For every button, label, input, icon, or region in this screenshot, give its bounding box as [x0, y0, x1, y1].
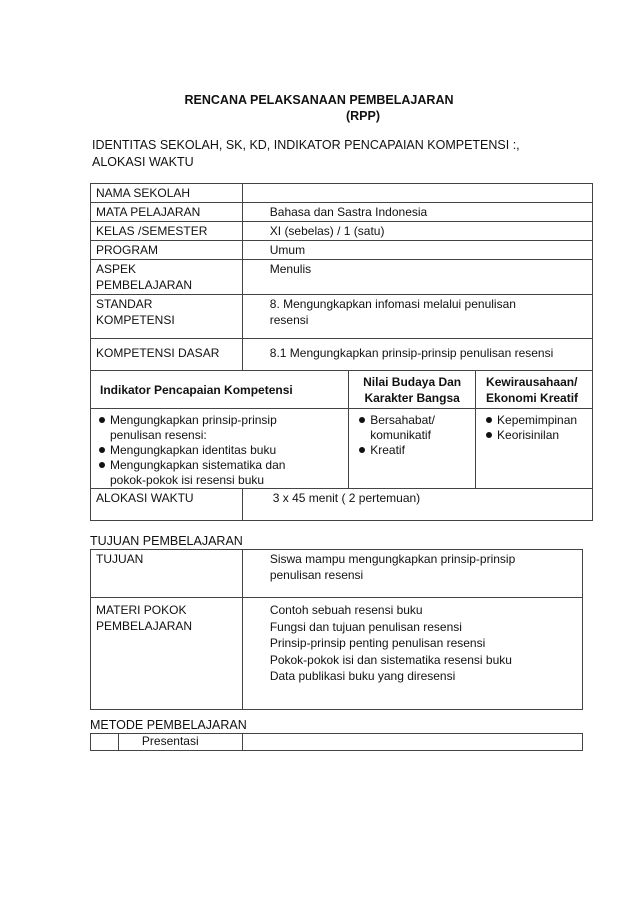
metode-number-cell: [91, 734, 119, 751]
header-indikator: Indikator Pencapaian Kompetensi: [91, 371, 349, 409]
header-kewira-line1: Kewirausahaan/: [486, 375, 578, 389]
indikator-list: [97, 413, 344, 488]
value-mata-pelajaran: Bahasa dan Sastra Indonesia: [242, 203, 592, 222]
bullet-icon: [359, 447, 365, 453]
label-aspek: [91, 260, 243, 295]
list-item: Bersahabat/ komunikatif: [357, 413, 471, 443]
label-sk-line1: STANDAR: [96, 297, 153, 311]
label-nama-sekolah: NAMA SEKOLAH: [91, 184, 243, 203]
materi-item: Data publikasi buku yang diresensi: [269, 669, 456, 683]
label-standar-kompetensi: [91, 295, 243, 339]
list-item: Keorisinilan: [484, 428, 588, 443]
value-tujuan: [242, 550, 582, 598]
header-kewirausahaan: [476, 371, 593, 409]
label-sk-line2: KOMPETENSI: [96, 313, 175, 327]
label-mata-pelajaran: MATA PELAJARAN: [91, 203, 243, 222]
page-subtitle: (RPP): [345, 109, 381, 123]
kewira-list: [484, 413, 588, 443]
label-program: PROGRAM: [91, 241, 243, 260]
label-aspek-line2: PEMBELAJARAN: [96, 278, 193, 292]
header-nilai-budaya: [349, 371, 476, 409]
value-tujuan-line2: penulisan resensi: [269, 568, 364, 582]
nilai-cell: [349, 409, 476, 489]
value-sk-line2: resensi: [269, 313, 309, 327]
value-materi-pokok: [242, 598, 582, 710]
bullet-icon: [99, 447, 105, 453]
identity-heading-line1: IDENTITAS SEKOLAH, SK, KD, INDIKATOR PENCAPAIAN KOMPETENSI :,: [92, 138, 520, 152]
header-kewira-line2: Ekonomi Kreatif: [486, 391, 579, 405]
tujuan-table: [90, 549, 583, 710]
label-materi-pokok: [91, 598, 243, 710]
header-nilai-line1: Nilai Budaya Dan: [363, 375, 462, 389]
metode-heading: METODE PEMBELAJARAN: [90, 718, 247, 732]
label-tujuan: TUJUAN: [91, 550, 243, 598]
label-aspek-line1: ASPEK: [96, 262, 137, 276]
kewira-cell: [476, 409, 593, 489]
identity-heading-line2: ALOKASI WAKTU: [92, 155, 194, 169]
metode-table: [90, 733, 583, 751]
label-kompetensi-dasar: KOMPETENSI DASAR: [91, 339, 243, 371]
tujuan-heading: TUJUAN PEMBELAJARAN: [90, 534, 243, 548]
value-aspek: Menulis: [242, 260, 592, 295]
bullet-icon: [99, 462, 105, 468]
value-kompetensi-dasar: 8.1 Mengungkapkan prinsip-prinsip penulisan resensi: [242, 339, 592, 371]
header-nilai-line2: Karakter Bangsa: [364, 391, 460, 405]
value-tujuan-line1: Siswa mampu mengungkapkan prinsip-prinsip: [269, 552, 516, 566]
list-item: Kreatif: [357, 443, 471, 458]
value-program: Umum: [242, 241, 592, 260]
label-kelas-semester: KELAS /SEMESTER: [91, 222, 243, 241]
bullet-icon: [486, 417, 492, 423]
value-standar-kompetensi: [242, 295, 592, 339]
nilai-list: [357, 413, 471, 458]
label-alokasi-waktu: ALOKASI WAKTU: [91, 489, 243, 521]
bullet-icon: [99, 417, 105, 423]
identity-table: [90, 183, 593, 521]
value-sk-line1: 8. Mengungkapkan infomasi melalui penulisan: [269, 297, 516, 311]
list-item: Mengungkapkan sistematika dan pokok-pokok isi resensi buku: [97, 458, 344, 488]
materi-item: Contoh sebuah resensi buku: [269, 603, 423, 617]
list-item: Mengungkapkan identitas buku: [97, 443, 344, 458]
bullet-icon: [486, 432, 492, 438]
bullet-icon: [359, 417, 365, 423]
value-nama-sekolah: [242, 184, 592, 203]
indikator-cell: [91, 409, 349, 489]
materi-item: Pokok-pokok isi dan sistematika resensi buku: [269, 652, 512, 667]
metode-empty-cell: [242, 734, 582, 751]
label-materi-line2: PEMBELAJARAN: [96, 619, 193, 633]
value-kelas-semester: XI (sebelas) / 1 (satu): [242, 222, 592, 241]
list-item: Kepemimpinan: [484, 413, 588, 428]
list-item: Mengungkapkan prinsip-prinsip penulisan resensi:: [97, 413, 344, 443]
value-alokasi-waktu: 3 x 45 menit ( 2 pertemuan): [242, 489, 592, 521]
label-materi-line1: MATERI POKOK: [96, 603, 187, 617]
page-title: RENCANA PELAKSANAAN PEMBELAJARAN: [184, 93, 454, 107]
materi-item: Prinsip-prinsip penting penulisan resensi: [269, 636, 486, 650]
materi-item: Fungsi dan tujuan penulisan resensi: [269, 619, 462, 634]
metode-item: Presentasi: [118, 734, 242, 751]
